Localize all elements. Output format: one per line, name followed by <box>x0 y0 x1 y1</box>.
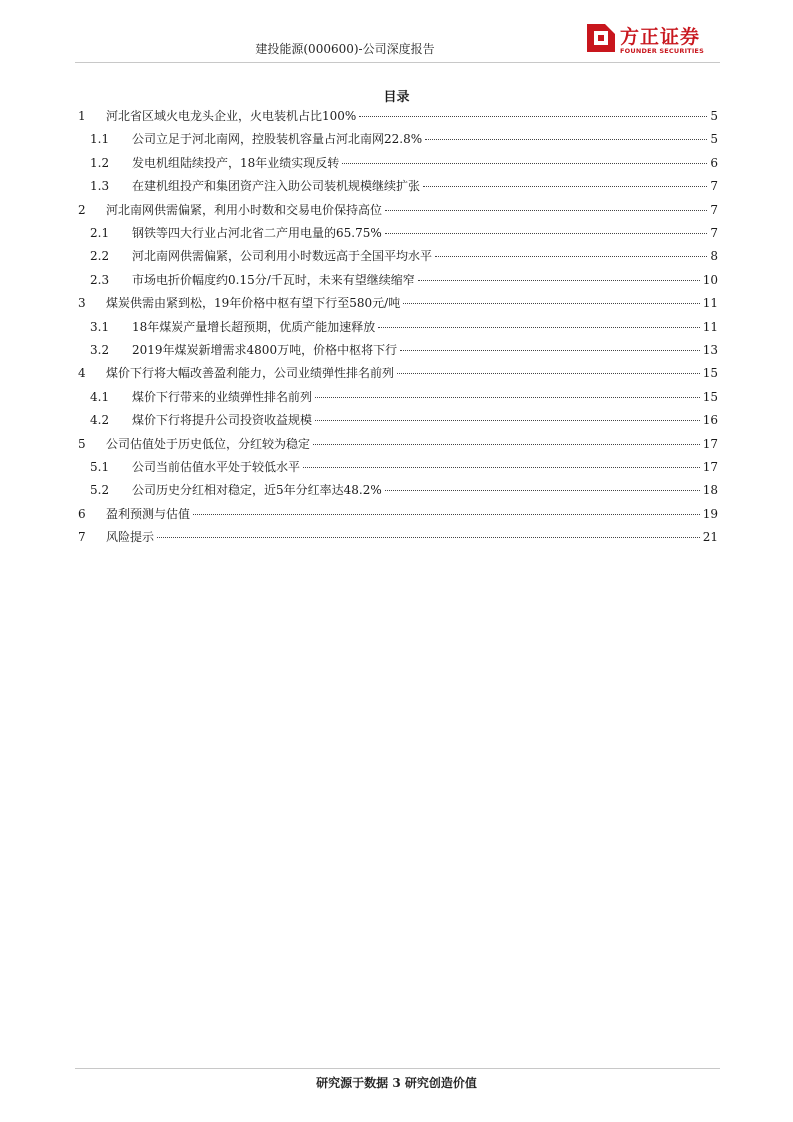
toc-entry-number: 4 <box>78 366 86 381</box>
toc-leader-dots <box>425 139 707 140</box>
toc-entry-page: 11 <box>702 319 718 334</box>
toc-entry[interactable] <box>90 153 718 173</box>
toc-entry-title: 公司估值处于历史低位，分红较为稳定 <box>106 436 311 451</box>
toc-entry-number: 7 <box>78 530 86 545</box>
toc-entry-title: 钢铁等四大行业占河北省二产用电量的65.75% <box>132 226 382 240</box>
toc-entry[interactable] <box>90 457 718 477</box>
toc-entry[interactable] <box>90 340 718 360</box>
toc-entry[interactable] <box>78 504 718 524</box>
toc-entry-page: 6 <box>710 155 718 170</box>
toc-entry-page: 5 <box>710 132 718 147</box>
toc-entry[interactable] <box>90 317 718 337</box>
toc-entry[interactable] <box>90 129 718 149</box>
toc-entry[interactable] <box>90 410 718 430</box>
toc-entry-page: 5 <box>710 109 718 123</box>
toc-entry-number: 1 <box>78 109 86 123</box>
toc-entry-number: 2 <box>78 202 86 217</box>
toc-entry-page: 21 <box>702 530 718 545</box>
toc-entry[interactable] <box>78 363 718 383</box>
toc-entry-page: 11 <box>702 296 718 311</box>
toc-entry-title: 煤价下行带来的业绩弹性排名前列 <box>132 389 313 404</box>
toc-entry-number: 1.2 <box>90 155 110 170</box>
toc-entry-title: 煤价下行将大幅改善盈利能力，公司业绩弹性排名前列 <box>106 366 395 381</box>
toc-entry-number: 6 <box>78 506 86 521</box>
toc-entry-title: 煤炭供需由紧到松，19年价格中枢有望下行至580元/吨 <box>106 296 401 311</box>
toc-entry-title: 河北南网供需偏紧，公司利用小时数远高于全国平均水平 <box>132 249 433 264</box>
toc-entry-number: 3 <box>78 296 86 311</box>
toc-leader-dots <box>397 373 700 374</box>
toc-leader-dots <box>315 420 700 421</box>
founder-logo-icon <box>587 24 615 52</box>
toc-title: 目录 <box>383 90 410 105</box>
toc-entry-title: 公司历史分红相对稳定，近5年分红率达48.2% <box>132 483 382 498</box>
toc-leader-dots <box>418 280 700 281</box>
toc-entry-page: 16 <box>702 413 718 428</box>
toc-entry-page: 13 <box>702 343 718 357</box>
toc-entry[interactable] <box>78 106 718 126</box>
logo-en-text: FOUNDER SECURITIES <box>620 47 704 55</box>
toc-entry-title: 在建机组投产和集团资产注入助公司装机规模继续扩张 <box>132 179 421 194</box>
toc-entry-page: 10 <box>702 272 718 287</box>
toc-entry-title: 18年煤炭产量增长超预期，优质产能加速释放 <box>132 319 376 334</box>
toc-leader-dots <box>378 327 699 328</box>
toc-leader-dots <box>193 514 700 515</box>
toc-entry[interactable] <box>90 270 718 290</box>
toc-entry-title: 盈利预测与估值 <box>106 506 191 521</box>
toc-entry-number: 3.1 <box>90 319 110 334</box>
toc-entry-number: 5.2 <box>90 483 110 498</box>
toc-entry-page: 7 <box>710 179 718 194</box>
toc-leader-dots <box>435 256 707 257</box>
toc-entry-number: 4.1 <box>90 389 110 404</box>
toc-entry-number: 2.2 <box>90 249 110 264</box>
toc-entry-title: 煤价下行将提升公司投资收益规模 <box>132 413 313 428</box>
report-title: 建投能源(000600)-公司深度报告 <box>255 42 435 56</box>
footer-divider <box>75 1068 720 1069</box>
toc-entry-title: 风险提示 <box>106 530 155 545</box>
toc-leader-dots <box>313 444 700 445</box>
toc-entry-number: 5 <box>78 436 86 451</box>
toc-entry-page: 18 <box>702 483 718 498</box>
toc-entry-number: 2.3 <box>90 272 110 287</box>
toc-entry[interactable] <box>90 246 718 266</box>
toc-entry-page: 15 <box>702 366 718 381</box>
toc-entry-number: 1.1 <box>90 132 110 147</box>
toc-leader-dots <box>385 210 707 211</box>
toc-entry-title: 发电机组陆续投产，18年业绩实现反转 <box>132 155 340 170</box>
toc-entry-title: 2019年煤炭新增需求4800万吨，价格中枢将下行 <box>132 343 398 357</box>
toc-leader-dots <box>385 233 708 234</box>
toc-entry-page: 15 <box>702 389 718 404</box>
header-divider <box>75 62 720 63</box>
toc-entry-page: 17 <box>702 460 718 474</box>
toc-leader-dots <box>157 537 700 538</box>
toc-entry-number: 1.3 <box>90 179 110 194</box>
toc-leader-dots <box>403 303 700 304</box>
toc-entry[interactable] <box>90 223 718 243</box>
toc-entry[interactable] <box>78 527 718 547</box>
toc-leader-dots <box>315 397 700 398</box>
toc-entry[interactable] <box>90 387 718 407</box>
toc-entry-title: 河北省区域火电龙头企业，火电装机占比100% <box>106 109 357 123</box>
toc-entry-title: 河北南网供需偏紧，利用小时数和交易电价保持高位 <box>106 202 383 217</box>
toc-entry[interactable] <box>90 480 718 500</box>
toc-entry-title: 市场电折价幅度约0.15分/千瓦时，未来有望继续缩窄 <box>132 272 415 287</box>
founder-logo <box>587 20 712 60</box>
toc-entry-title: 公司立足于河北南网，控股装机容量占河北南网22.8% <box>132 132 423 147</box>
toc-leader-dots <box>359 116 707 117</box>
toc-entry-page: 8 <box>710 249 718 264</box>
toc-leader-dots <box>423 186 707 187</box>
toc-entry[interactable] <box>90 176 718 196</box>
toc-entry-page: 19 <box>702 506 718 521</box>
toc-entry[interactable] <box>78 293 718 313</box>
footer-slogan: 研究源于数据 3 研究创造价值 <box>316 1076 477 1090</box>
toc-entry-title: 公司当前估值水平处于较低水平 <box>132 460 301 474</box>
logo-cn-text: 方正证券 <box>620 26 701 48</box>
toc-entry-number: 4.2 <box>90 413 110 428</box>
toc-entry-number: 2.1 <box>90 226 110 240</box>
toc-entry-page: 7 <box>710 202 718 217</box>
toc-entry-number: 5.1 <box>90 460 110 474</box>
toc-entry-page: 7 <box>710 226 718 240</box>
toc-leader-dots <box>342 163 707 164</box>
toc-entry[interactable] <box>78 434 718 454</box>
toc-leader-dots <box>385 490 700 491</box>
toc-leader-dots <box>400 350 700 351</box>
toc-entry[interactable] <box>78 200 718 220</box>
toc-leader-dots <box>303 467 700 468</box>
toc-entry-page: 17 <box>702 436 718 451</box>
toc-entry-number: 3.2 <box>90 343 110 357</box>
